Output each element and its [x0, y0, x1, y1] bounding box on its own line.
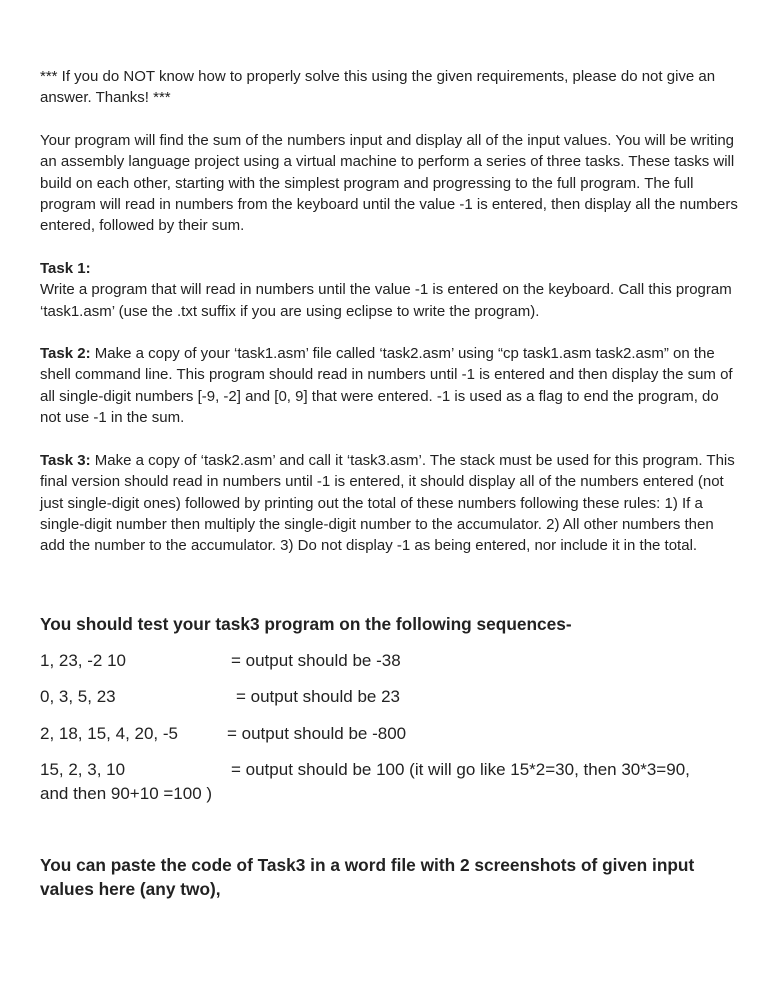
sequence-item — [40, 684, 740, 721]
sequence-item — [40, 648, 740, 684]
sequence-input: 1, 23, -2 10 — [40, 651, 127, 670]
task1-text: Write a program that will read in numbers until the value -1 is entered on the keyboard. Call this program ‘task1.asm’ (use the .txt suffix if you are using eclipse to write the program). — [40, 281, 732, 320]
sequence-input: 0, 3, 5, 23 — [40, 687, 116, 706]
task3-paragraph — [40, 450, 740, 556]
sequence-continuation: and then 90+10 =100 ) — [40, 784, 213, 803]
task2-text: Make a copy of your ‘task1.asm’ file called ‘task2.asm’ using “cp task1.asm task2.asm” on the shell command line. This program should read in numbers until -1 is entered and then display the sum of all single-digit numbers [-9, -2] and [0, 9] that were entered. -1 is used as a flag to end the program, do not use -1 in the sum. — [40, 345, 733, 426]
sequence-list — [40, 648, 740, 807]
intro-paragraph: Your program will find the sum of the numbers input and display all of the input values. You will be writing an assembly language project using a virtual machine to perform a series of three tasks. These tasks will build on each other, starting with the simplest program and progressing to the full program. The full program will read in numbers from the keyboard until the value -1 is entered, then display all the numbers entered, followed by their sum. — [40, 132, 738, 235]
task1-section — [40, 258, 740, 322]
sequence-output: = output should be 23 — [236, 687, 400, 706]
task1-label: Task 1: — [40, 260, 91, 277]
sequence-input: 2, 18, 15, 4, 20, -5 — [40, 724, 178, 743]
sequence-input: 15, 2, 3, 10 — [40, 760, 126, 779]
closing-instruction: You can paste the code of Task3 in a word file with 2 screenshots of given input values here (any two), — [40, 855, 695, 899]
sequence-output: = output should be 100 (it will go like 15*2=30, then 30*3=90, — [231, 760, 690, 779]
task3-label: Task 3: — [40, 452, 91, 469]
sequence-output: = output should be -38 — [231, 651, 401, 670]
test-heading: You should test your task3 program on the following sequences- — [40, 614, 572, 634]
task2-label: Task 2: — [40, 345, 91, 362]
disclaimer: *** If you do NOT know how to properly solve this using the given requirements, please do not give an answer. Thanks! *** — [40, 68, 716, 107]
sequence-item — [40, 721, 740, 757]
sequence-output: = output should be -800 — [227, 724, 407, 743]
task2-paragraph — [40, 343, 740, 428]
task3-text: Make a copy of ‘task2.asm’ and call it ‘task3.asm’. The stack must be used for this program. This final version should read in numbers until -1 is entered, it should display all of the numbers entered (not just single-digit ones) followed by printing out the total of these numbers following these rules: 1) If a single-digit number then multiply the single-digit number to the accumulator. 2) All other numbers then add the number to the accumulator. 3) Do not display -1 as being entered, nor include it in the total. — [40, 452, 735, 555]
sequence-item — [40, 757, 740, 807]
